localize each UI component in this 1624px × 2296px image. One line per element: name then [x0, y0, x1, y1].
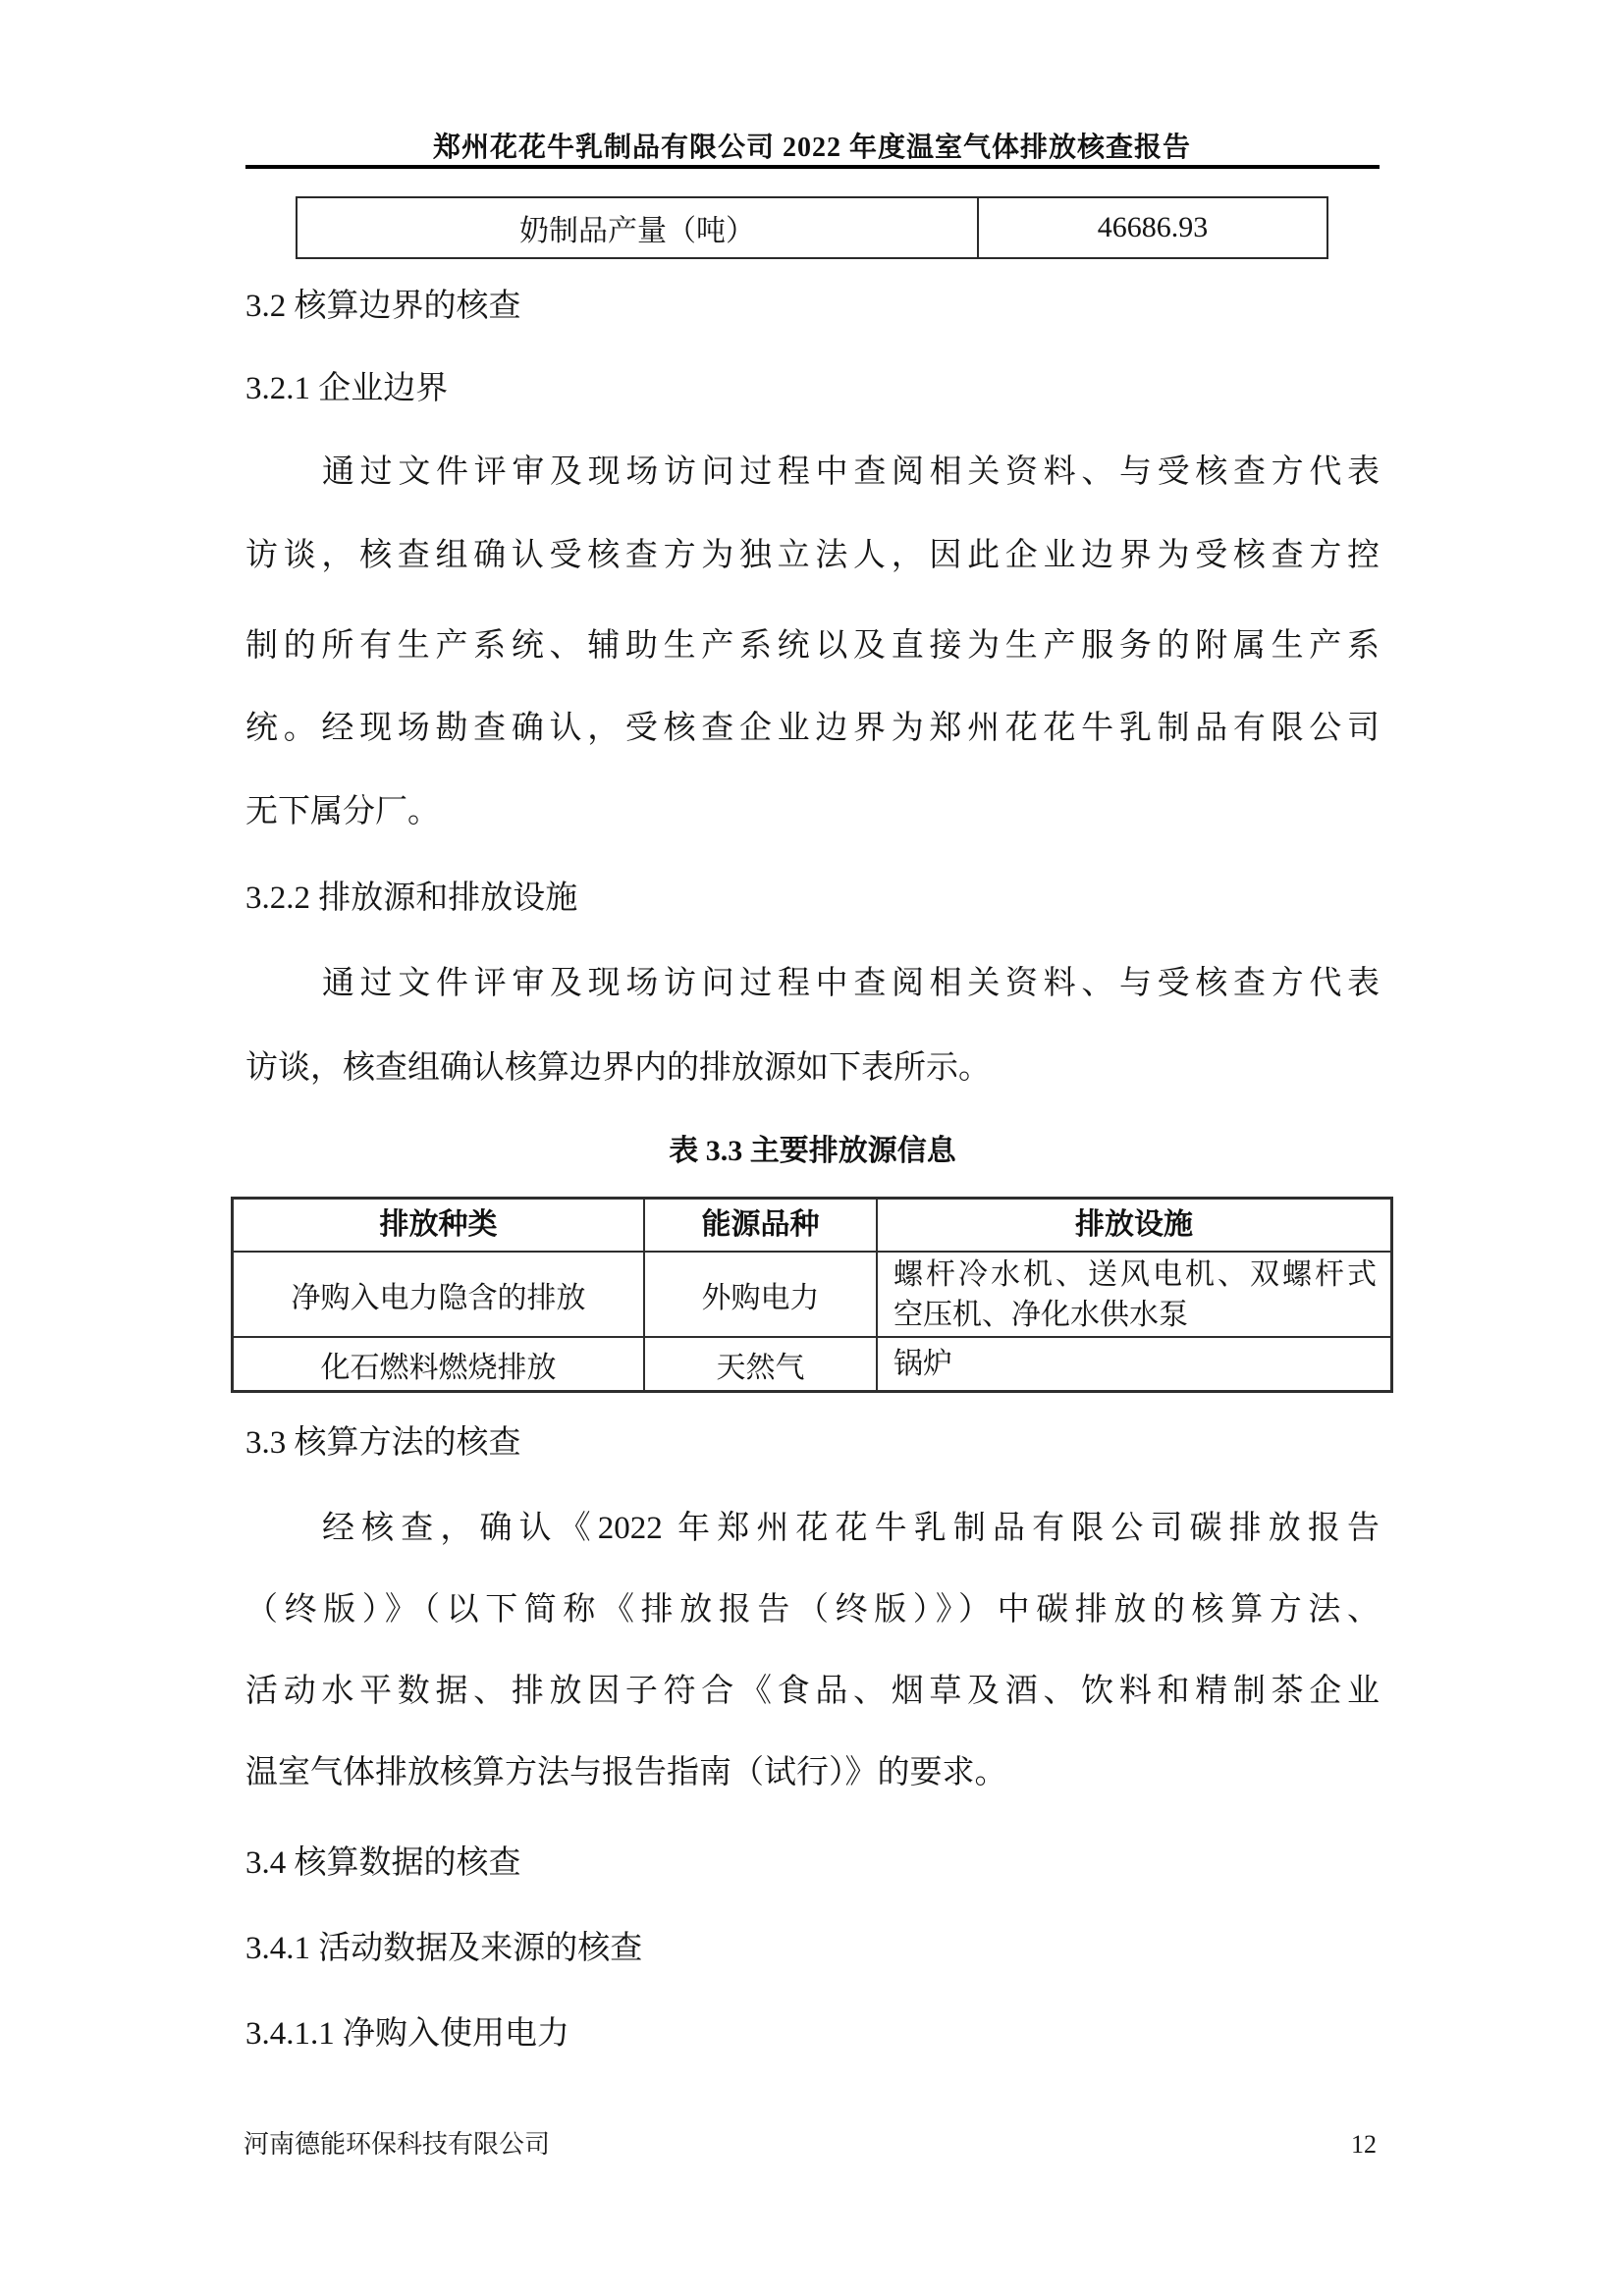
table-header-row: [234, 1200, 1390, 1253]
dairy-output-value-cell: 46686.93: [1097, 211, 1209, 243]
cell-energy-type: 天然气: [645, 1338, 878, 1390]
heading-3-3: 3.3 核算方法的核查: [245, 1425, 521, 1461]
header-emission-category: 排放种类: [234, 1200, 645, 1251]
header-energy-type: 能源品种: [645, 1200, 878, 1251]
facility-text-line: 空压机、净化水供水泵: [893, 1299, 1188, 1331]
paragraph-line: （终版）》（以下简称《排放报告（终版）》）中碳排放的核算方法、: [245, 1592, 1380, 1628]
footer-page-number: 12: [1351, 2130, 1377, 2159]
header-emission-facility: 排放设施: [1075, 1208, 1193, 1241]
emission-sources-table: [231, 1197, 1393, 1393]
cell-emission-category: 化石燃料燃烧排放: [234, 1338, 645, 1390]
paragraph-line: 统。经现场勘查确认，受核查企业边界为郑州花花牛乳制品有限公司: [245, 711, 1380, 746]
table-row: [234, 1338, 1390, 1390]
table-3-3-caption: 表 3.3 主要排放源信息: [669, 1135, 956, 1167]
paragraph-line: 无下属分厂。: [245, 794, 440, 829]
facility-text-line: 螺杆冷水机、送风电机、双螺杆式: [893, 1258, 1377, 1291]
paragraph-line: 通过文件评审及现场访问过程中查阅相关资料、与受核查方代表: [322, 454, 1380, 490]
page-header-title: 郑州花花牛乳制品有限公司 2022 年度温室气体排放核查报告: [432, 133, 1191, 163]
paragraph-line: 经核查，确认《2022 年郑州花花牛乳制品有限公司碳排放报告: [322, 1511, 1380, 1546]
heading-3-2-2: 3.2.2 排放源和排放设施: [245, 881, 578, 916]
cell-emission-category: 净购入电力隐含的排放: [234, 1253, 645, 1336]
paragraph-line: 制的所有生产系统、辅助生产系统以及直接为生产服务的附属生产系: [245, 628, 1380, 664]
paragraph-line: 访谈，核查组确认受核查方为独立法人，因此企业边界为受核查方控: [245, 538, 1380, 573]
dairy-output-label-cell: 奶制品产量（吨）: [298, 198, 979, 257]
header-rule: [245, 165, 1380, 169]
paragraph-line: 通过文件评审及现场访问过程中查阅相关资料、与受核查方代表: [322, 966, 1380, 1001]
dairy-output-table: [296, 196, 1328, 259]
heading-3-4: 3.4 核算数据的核查: [245, 1845, 521, 1881]
paragraph-line: 活动水平数据、排放因子符合《食品、烟草及酒、饮料和精制茶企业: [245, 1674, 1380, 1709]
heading-3-4-1: 3.4.1 活动数据及来源的核查: [245, 1931, 643, 1966]
heading-3-2-1: 3.2.1 企业边界: [245, 371, 449, 406]
cell-emission-facility: 锅炉: [893, 1348, 952, 1380]
paragraph-line: 温室气体排放核算方法与报告指南（试行）》的要求。: [245, 1755, 1007, 1790]
cell-energy-type: 外购电力: [645, 1253, 878, 1336]
cell-emission-facility: [878, 1253, 1390, 1336]
table-row: [234, 1253, 1390, 1338]
heading-3-4-1-1: 3.4.1.1 净购入使用电力: [245, 2016, 569, 2052]
paragraph-line: 访谈，核查组确认核算边界内的排放源如下表所示。: [245, 1050, 991, 1086]
footer-company-name: 河南德能环保科技有限公司: [244, 2130, 551, 2159]
heading-3-2: 3.2 核算边界的核查: [245, 289, 521, 324]
